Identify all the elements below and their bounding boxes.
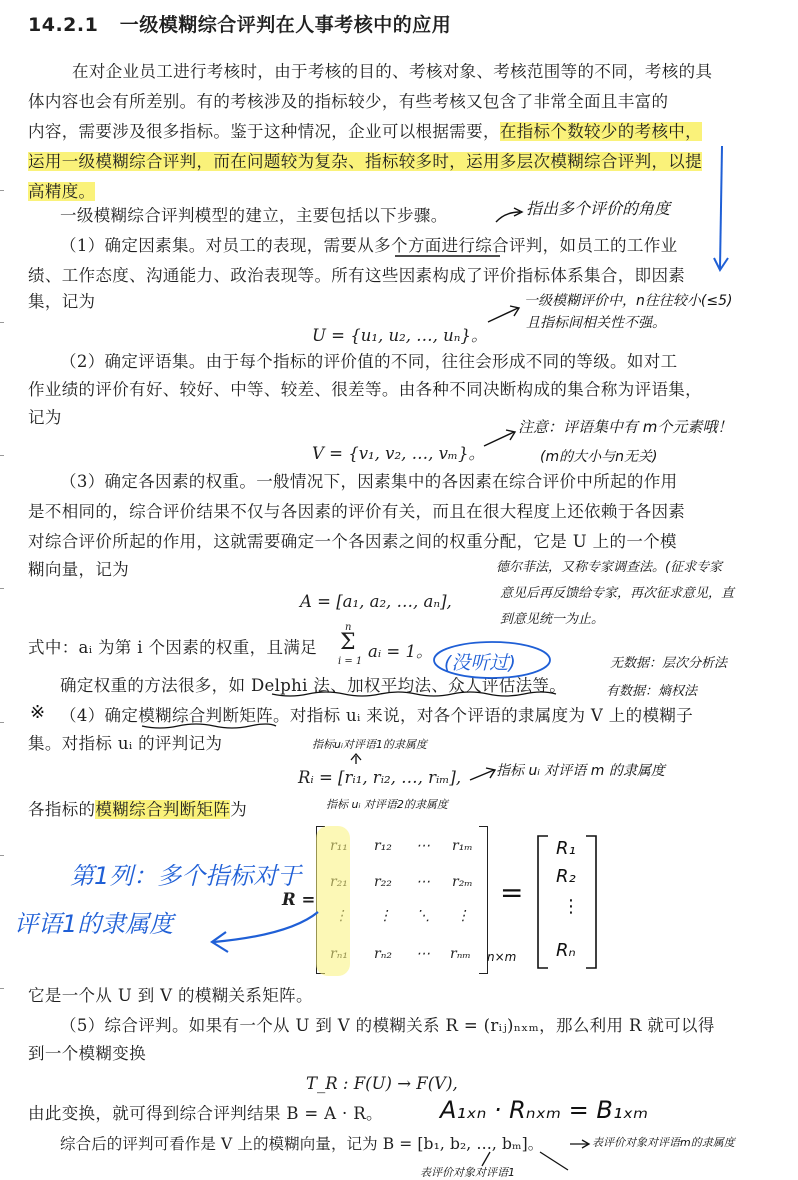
annotation-dimensions: A₁ₓₙ · Rₙₓₘ = B₁ₓₘ [440,1096,649,1124]
paragraph-line: 集。对指标 uᵢ 的评判记为 [28,734,223,753]
annotation-equals: = [500,876,524,909]
sum-lower: i = 1 [338,656,363,667]
section-title: 一级模糊综合评判在人事考核中的应用 [119,14,452,36]
annotation-nxm: n×m [487,950,517,964]
paragraph-text: 为 [230,800,248,819]
paragraph-line: 集，记为 [28,292,96,311]
annotation-delphi: 德尔菲法，又称专家调查法。(征求专家 [496,560,723,575]
annotation-ri1: 指标uᵢ对评语1的隶属度 [312,738,427,751]
annotation-delphi-3: 到意见统一为止。 [500,612,605,627]
annotation-ri2: 指标 uᵢ 对评语2的隶属度 [326,798,448,811]
paragraph-line: 到一个模糊变换 [28,1044,146,1063]
matrix-cell: r₂ₘ [452,874,473,890]
section-number: 14.2.1 [28,14,99,36]
paragraph-line: 在对企业员工进行考核时，由于考核的目的、考核对象、考核范围等的不同，考核的具 [72,62,713,81]
paragraph-line: （4）确定模糊综合判断矩阵。对指标 uᵢ 来说，对各个评语的隶属度为 V 上的模糊子 [60,706,694,725]
annotation-R1: R₁ [556,838,576,859]
matrix-cell: r₁ₘ [452,838,473,854]
matrix-cell: ⋮ [378,908,392,924]
annotation-n-small-2: 且指标间相关性不强。 [526,315,666,331]
annotation-R2: R₂ [556,866,576,887]
paragraph-line: 确定权重的方法很多，如 Delphi 法、加权平均法、众人评估法等。 [60,676,567,695]
annotation-column-1-2: 评语1的隶属度 [14,910,174,938]
matrix-cell: ⋮ [456,908,470,924]
formula-A: A = [a₁, a₂, …, aₙ], [300,592,452,611]
paragraph-line: （5）综合评判。如果有一个从 U 到 V 的模糊关系 R = (rᵢⱼ)ₙₓₘ，那么利用 R 就可以得 [60,1016,715,1035]
matrix-cell: ⋯ [416,874,430,890]
highlighted-text: 运用一级模糊综合评判，而在问题较为复杂、指标较多时，运用多层次模糊综合评判，以提 [28,152,702,171]
paragraph-line: （3）确定各因素的权重。一般情况下，因素集中的各因素在综合评价中所起的作用 [60,472,678,491]
annotation-never-heard: (没听过) [444,652,516,674]
matrix-label: R = [282,890,316,909]
annotation-R-dots: ⋮ [562,896,580,917]
paragraph-text: 各指标的 [28,800,96,819]
annotation-no-data: 无数据：层次分析法 [610,656,728,671]
formula-V: V = {v₁, v₂, …, vₘ}。 [312,444,486,463]
annotation-bottom: 表评价对象对评语1 [420,1166,515,1179]
highlighted-text: 模糊综合判断矩阵 [95,800,231,819]
paragraph-line: 作业绩的评价有好、较好、中等、较差、很差等。由各种不同决断构成的集合称为评语集， [28,380,702,399]
matrix-cell: ⋯ [416,838,430,854]
formula-U: U = {u₁, u₂, …, uₙ}。 [312,326,488,345]
highlighted-text: 在指标个数较少的考核中， [499,122,703,141]
annotation-bm: 表评价对象对评语m的隶属度 [592,1136,735,1149]
matrix-cell: ⋯ [416,946,430,962]
annotation-delphi-2: 意见后再反馈给专家，再次征求意见，直 [500,586,735,601]
paragraph-line: （1）确定因素集。对员工的表现，需要从多个方面进行综合评判，如员工的工作业 [60,236,678,255]
paragraph-line: 它是一个从 U 到 V 的模糊关系矩阵。 [28,986,313,1005]
annotation-angle: 指出多个评价的角度 [526,199,671,218]
matrix-cell: ⋱ [416,908,430,924]
star-mark: ※ [30,702,46,723]
sum-upper: n [345,622,352,633]
annotation-note-m: 注意：评语集中有 m个元素哦！ [518,418,733,436]
annotation-with-data: 有数据：熵权法 [606,684,698,699]
paragraph-line: 综合后的评判可看作是 V 上的模糊向量，记为 B = [b₁, b₂, …, bₘ]。 [60,1135,544,1153]
matrix-cell: r₂₂ [374,874,392,890]
annotation-note-m-2: (m的大小与n无关) [540,449,658,465]
paragraph-line: 绩、工作态度、沟通能力、政治表现等。所有这些因素构成了评价指标体系集合，即因素 [28,266,686,285]
matrix-cell: rₙ₂ [374,946,392,962]
paragraph-line: 由此变换，就可得到综合评判结果 B = A · R。 [28,1104,383,1123]
paragraph-line: 是不相同的，综合评价结果不仅与各因素的评价有关，而且在很大程度上还依赖于各因素 [28,502,686,521]
paragraph-text: 内容，需要涉及很多指标。鉴于这种情况，企业可以根据需要， [28,122,500,141]
formula-T: T_R : F(U) → F(V), [306,1074,458,1093]
highlighted-text: 高精度。 [28,182,96,201]
annotation-rim: 指标 uᵢ 对评语 m 的隶属度 [496,763,665,779]
formula-R-i: Rᵢ = [rᵢ₁, rᵢ₂, …, rᵢₘ], [298,768,462,787]
paragraph-line: 一级模糊综合评判模型的建立，主要包括以下步骤。 [60,206,448,225]
matrix-cell: r₁₂ [374,838,392,854]
sum-symbol: Σ [340,630,356,655]
paragraph-line: 体内容也会有所差别。有的考核涉及的指标较少，有些考核又包含了非常全面且丰富的 [28,92,669,111]
annotation-n-small: 一级模糊评价中，n往往较小(≤5) [524,293,733,309]
sum-expression: aᵢ = 1。 [368,642,433,661]
paragraph-line: 糊向量，记为 [28,560,130,579]
paragraph-line: 式中：aᵢ 为第 i 个因素的权重，且满足 [28,638,318,657]
matrix-cell: rₙₘ [450,946,471,962]
annotation-Rn: Rₙ [556,940,576,961]
paragraph-line: （2）确定评语集。由于每个指标的评价值的不同，往往会形成不同的等级。如对工 [60,352,678,371]
paragraph-line: 记为 [28,408,62,427]
annotation-column-1: 第1列：多个指标对于 [70,862,302,890]
paragraph-line: 对综合评价所起的作用，这就需要确定一个各因素之间的权重分配，它是 U 上的一个模 [28,532,677,551]
